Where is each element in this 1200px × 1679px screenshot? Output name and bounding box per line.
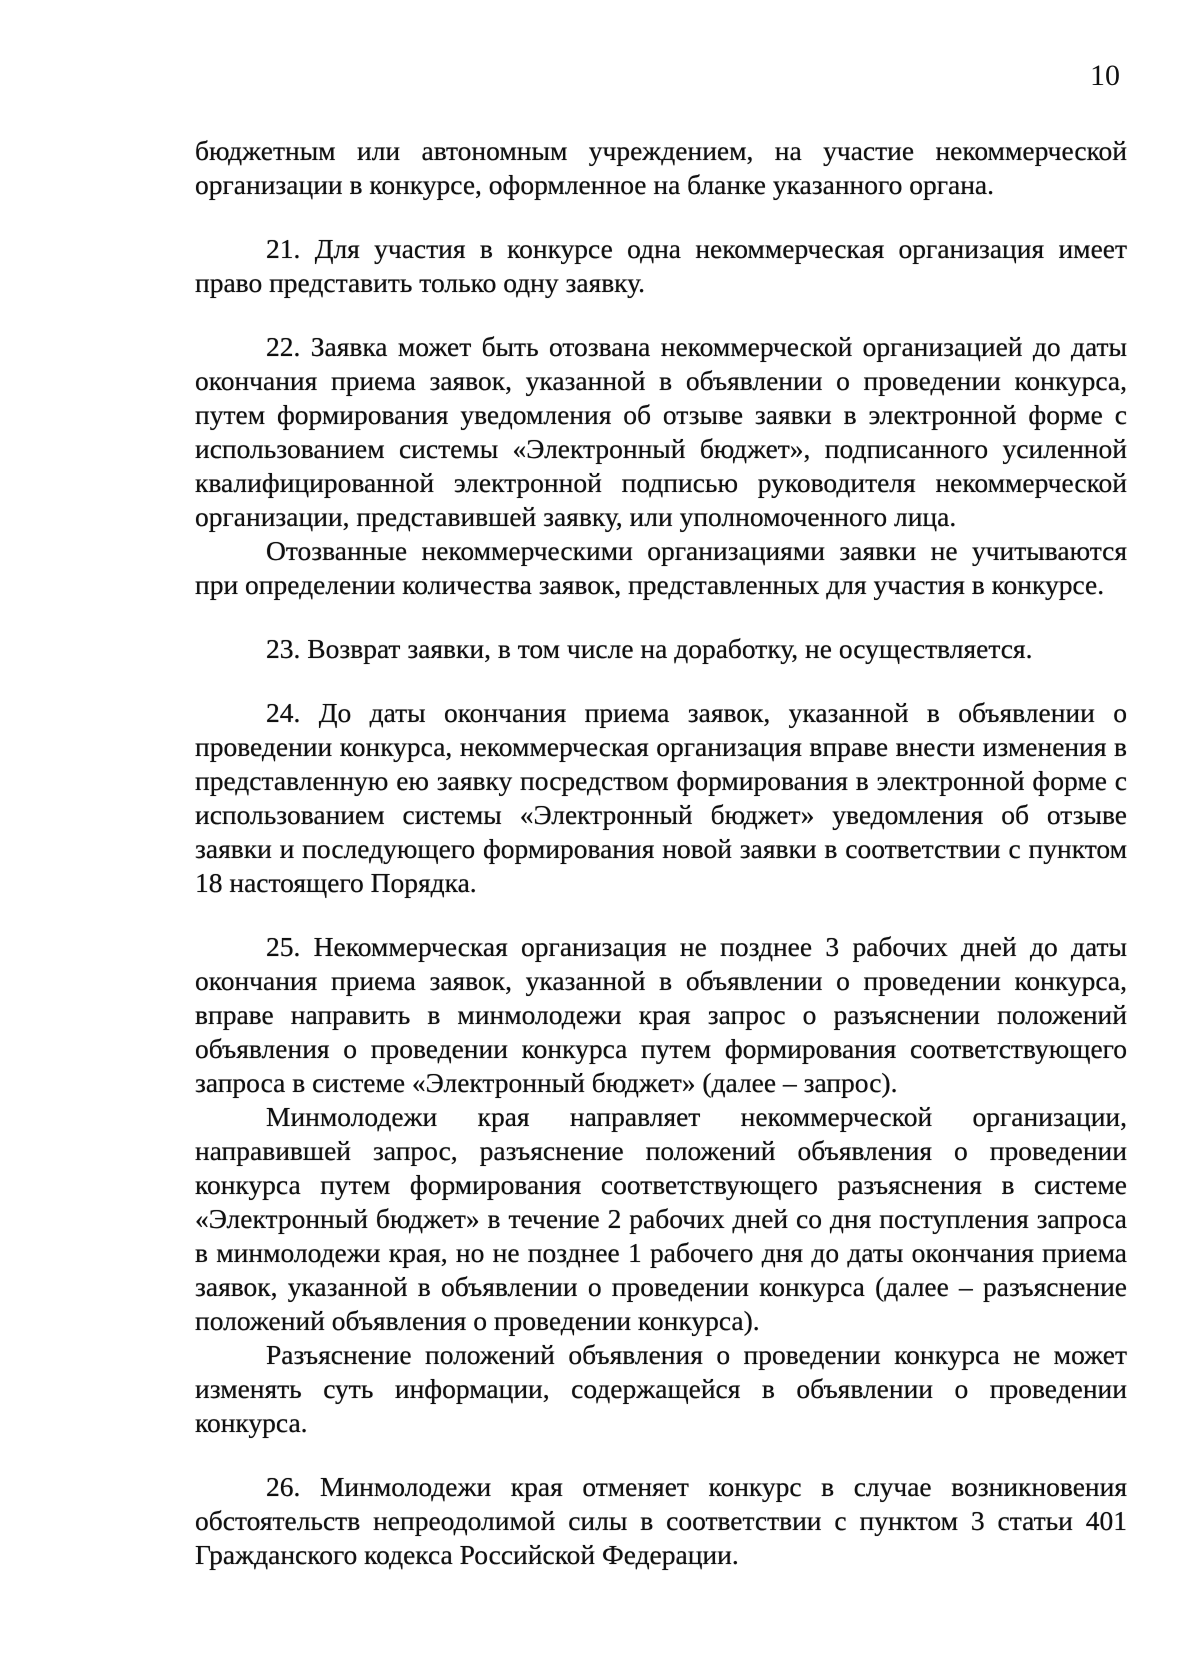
page-number: 10 (1090, 59, 1120, 92)
paragraph-25-response: Минмолодежи края направляет некоммерческой организации, направившей запрос, разъяснение положений объявления о проведении конкурса путем формирования соответствующего разъяснения в системе «Электронный бюджет» в течение 2 рабочих дней со дня поступления запроса в минмолодежи края, но не позднее 1 рабочего дня до даты окончания приема заявок, указанной в объявлении о проведении конкурса (далее – разъяснение положений объявления о проведении конкурса). (195, 1101, 1127, 1336)
paragraph-24: 24. До даты окончания приема заявок, указанной в объявлении о проведении конкурса, некоммерческая организация вправе внести изменения в представленную ею заявку посредством формирования в электронной форме с использованием системы «Электронный бюджет» уведомления об отзыве заявки и последующего формирования новой заявки в соответствии с пунктом 18 настоящего Порядка. (195, 697, 1127, 898)
paragraph-25: 25. Некоммерческая организация не позднее 3 рабочих дней до даты окончания приема заявок, указанной в объявлении о проведении конкурса, вправе направить в минмолодежи края запрос о разъяснении положений объявления о проведении конкурса путем формирования соответствующего запроса в системе «Электронный бюджет» (далее – запрос). (195, 931, 1127, 1098)
paragraph-22: 22. Заявка может быть отозвана некоммерческой организацией до даты окончания приема заявок, указанной в объявлении о проведении конкурса, путем формирования уведомления об отзыве заявки в электронной форме с использованием системы «Электронный бюджет», подписанного усиленной квалифицированной электронной подписью руководителя некоммерческой организации, представившей заявку, или уполномоченного лица. (195, 331, 1127, 532)
paragraph-continuation: бюджетным или автономным учреждением, на участие некоммерческой организации в конкурсе, оформленное на бланке указанного органа. (195, 135, 1127, 200)
paragraph-23: 23. Возврат заявки, в том числе на доработку, не осуществляется. (266, 633, 1033, 664)
document-body (195, 134, 1127, 1572)
paragraph-22-continued: Отозванные некоммерческими организациями заявки не учитываются при определении количества заявок, представленных для участия в конкурсе. (195, 535, 1127, 600)
paragraph-26: 26. Минмолодежи края отменяет конкурс в случае возникновения обстоятельств непреодолимой силы в соответствии с пунктом 3 статьи 401 Гражданского кодекса Российской Федерации. (195, 1471, 1127, 1570)
paragraph-21: 21. Для участия в конкурсе одна некоммерческая организация имеет право представить только одну заявку. (195, 233, 1127, 298)
paragraph-25-limitation: Разъяснение положений объявления о проведении конкурса не может изменять суть информации, содержащейся в объявлении о проведении конкурса. (195, 1339, 1127, 1438)
